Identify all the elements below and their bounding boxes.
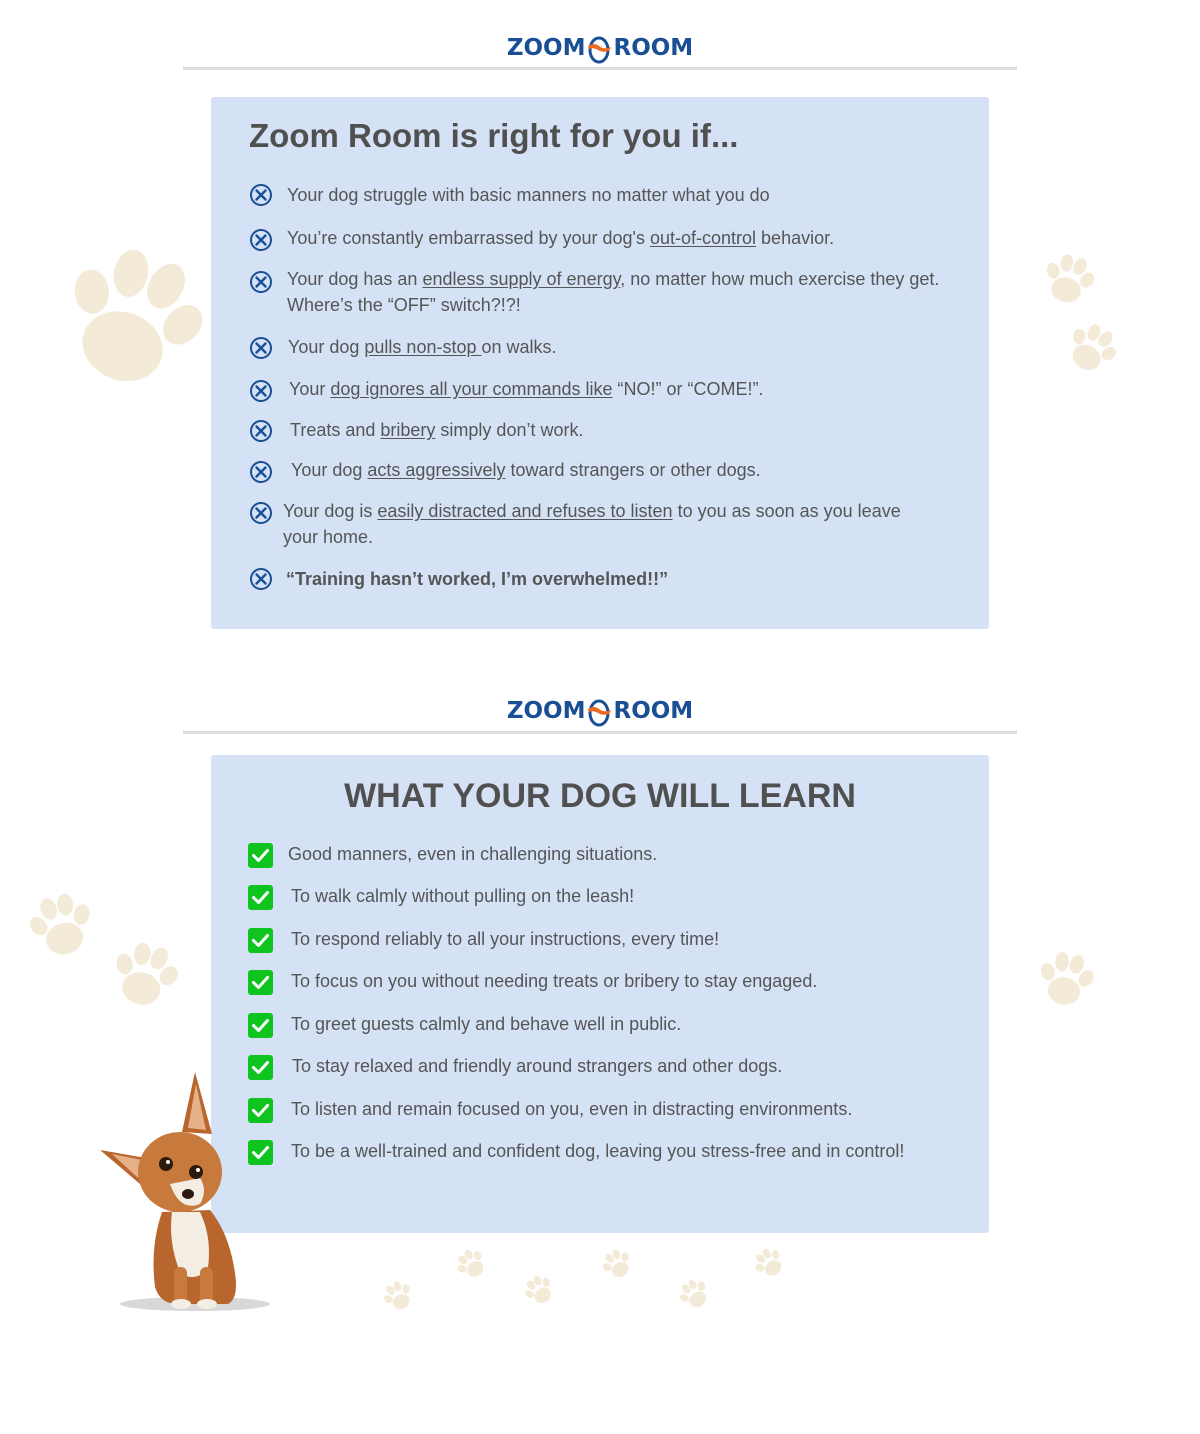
x-circle-icon <box>249 336 273 360</box>
list-item: To be a well-trained and confident dog, leaving you stress-free and in control! <box>291 1141 905 1161</box>
dog-hoop-icon <box>586 34 612 60</box>
list-item: Your dog acts aggressively toward strangers or other dogs. <box>291 460 761 480</box>
list-item: To walk calmly without pulling on the leash! <box>291 886 635 906</box>
x-circle-icon <box>249 379 273 403</box>
what-dog-will-learn-panel <box>211 755 989 1233</box>
x-circle-icon <box>249 567 273 591</box>
x-circle-icon <box>249 419 273 443</box>
checkmark-icon <box>248 970 273 995</box>
checkmark-icon <box>248 928 273 953</box>
list-item: Your dog struggle with basic manners no matter what you do <box>287 185 770 205</box>
paw-print-icon <box>598 1246 636 1282</box>
list-item: Good manners, even in challenging situations. <box>288 844 658 864</box>
list-item: Your dog ignores all your commands like “NO!” or “COME!”. <box>289 379 764 399</box>
right-for-you-panel <box>211 97 989 629</box>
x-circle-icon <box>249 460 273 484</box>
list-item: To respond reliably to all your instructions, every time! <box>291 929 720 949</box>
paw-print-icon <box>105 932 185 1017</box>
divider <box>183 731 1017 734</box>
paw-print-icon <box>750 1245 788 1281</box>
checkmark-icon <box>248 885 273 910</box>
underlined-phrase: endless supply of energy <box>422 269 621 289</box>
list-item: Your dog has an endless supply of energy, no matter how much exercise they get. Where’s the “OFF” switch?!?! <box>287 269 940 315</box>
paw-print-icon <box>22 885 100 965</box>
underlined-phrase: acts aggressively <box>367 460 506 480</box>
paw-print-icon <box>1060 318 1124 378</box>
list-item: To stay relaxed and friendly around strangers and other dogs. <box>292 1056 783 1076</box>
x-circle-icon <box>249 501 273 525</box>
paw-print-icon <box>48 230 218 405</box>
paw-print-icon <box>520 1272 558 1308</box>
list-item: Your dog pulls non-stop on walks. <box>288 337 557 357</box>
underlined-phrase: pulls non-stop <box>364 337 482 357</box>
logo-left-text: ZOOM <box>506 698 586 724</box>
section-title: Zoom Room is right for you if... <box>249 117 739 154</box>
paw-print-icon <box>380 1278 416 1314</box>
list-item: You’re constantly embarrassed by your dog's out-of-control behavior. <box>287 228 835 248</box>
checkmark-icon <box>248 1013 273 1038</box>
chihuahua-dog-image <box>100 1072 275 1322</box>
logo-right-text: ROOM <box>613 698 694 724</box>
x-circle-icon <box>249 183 273 207</box>
list-item: To focus on you without needing treats or bribery to stay engaged. <box>291 971 818 991</box>
underlined-phrase: bribery <box>380 420 436 440</box>
brand-logo <box>0 697 1200 724</box>
brand-logo <box>0 34 1200 61</box>
x-circle-icon <box>249 270 273 294</box>
paw-print-icon <box>452 1246 490 1282</box>
list-item: “Training hasn’t worked, I’m overwhelmed!!” <box>286 569 669 589</box>
checkmark-icon <box>248 843 273 868</box>
logo-right-text: ROOM <box>613 35 694 61</box>
list-item: Treats and bribery simply don’t work. <box>290 420 584 440</box>
paw-print-icon <box>1038 248 1100 310</box>
logo-left-text: ZOOM <box>506 35 586 61</box>
section-title: WHAT YOUR DOG WILL LEARN <box>344 777 856 815</box>
underlined-phrase: dog ignores all your commands like <box>330 379 613 399</box>
underlined-phrase: out-of-control <box>649 228 757 248</box>
paw-print-icon <box>675 1276 713 1312</box>
x-circle-icon <box>249 228 273 252</box>
paw-print-icon <box>1030 945 1102 1013</box>
list-item: To greet guests calmly and behave well in public. <box>291 1014 682 1034</box>
list-item: Your dog is easily distracted and refuses to listen to you as soon as you leave your home. <box>283 501 901 547</box>
underlined-phrase: easily distracted and refuses to listen <box>377 501 673 521</box>
dog-hoop-icon <box>586 697 612 723</box>
divider <box>183 67 1017 70</box>
list-item: To listen and remain focused on you, even in distracting environments. <box>291 1099 853 1119</box>
